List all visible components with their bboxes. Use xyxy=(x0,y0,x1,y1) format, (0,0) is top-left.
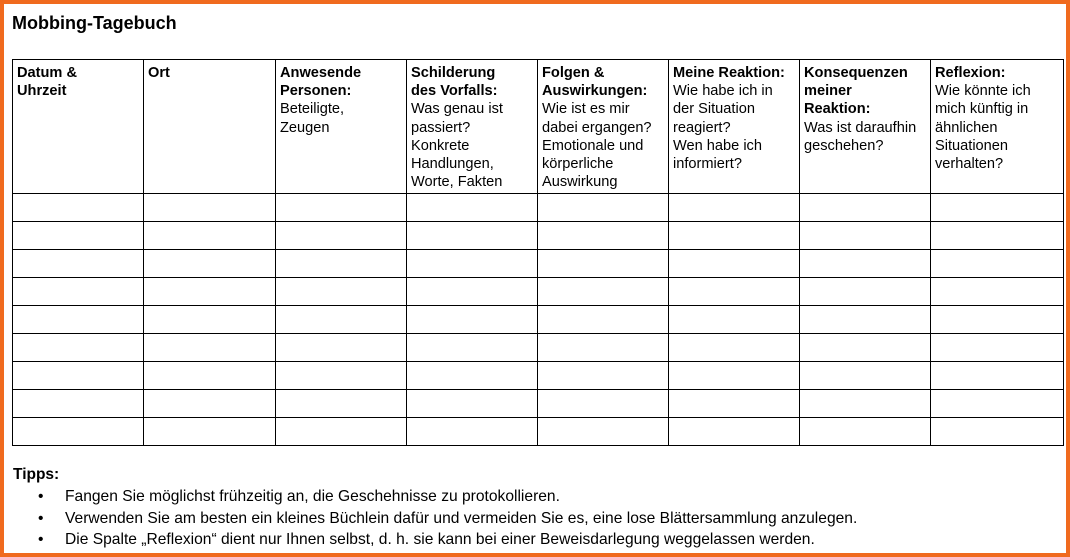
header-description-line: passiert? xyxy=(411,119,471,136)
header-description-line: reagiert? xyxy=(673,119,731,136)
header-description-line: Handlungen, xyxy=(411,156,494,173)
tip-text: Die Spalte „Reflexion“ dient nur Ihnen selbst, d. h. sie kann bei einer Beweisdarlegung weggelassen werden. xyxy=(65,531,815,548)
table-cell-schilderung[interactable] xyxy=(407,334,538,362)
table-cell-folgen[interactable] xyxy=(538,194,669,222)
column-header-ort xyxy=(144,60,276,194)
header-description-line: Wie habe ich in xyxy=(673,83,773,100)
table-cell-datum-uhrzeit[interactable] xyxy=(13,362,144,390)
table-row xyxy=(13,334,1064,362)
tip-text: Fangen Sie möglichst frühzeitig an, die Geschehnisse zu protokollieren. xyxy=(65,488,560,505)
header-description-line: Beteiligte, xyxy=(280,101,345,118)
diary-table xyxy=(12,59,1064,446)
table-cell-konsequenzen[interactable] xyxy=(800,194,931,222)
header-description-line: Wen habe ich xyxy=(673,137,762,154)
table-cell-meine-reaktion[interactable] xyxy=(669,418,800,446)
bullet-icon: • xyxy=(38,531,44,548)
table-cell-folgen[interactable] xyxy=(538,222,669,250)
header-heading-line: Personen: xyxy=(280,83,352,100)
table-cell-meine-reaktion[interactable] xyxy=(669,278,800,306)
header-heading-line: Folgen & xyxy=(542,65,605,81)
table-cell-datum-uhrzeit[interactable] xyxy=(13,194,144,222)
table-cell-schilderung[interactable] xyxy=(407,362,538,390)
table-cell-anwesende-personen[interactable] xyxy=(276,194,407,222)
header-description-line: Konkrete xyxy=(411,137,470,154)
table-row xyxy=(13,250,1064,278)
table-cell-folgen[interactable] xyxy=(538,334,669,362)
table-cell-anwesende-personen[interactable] xyxy=(276,250,407,278)
header-heading-line: Reaktion: xyxy=(804,101,871,118)
header-description-line: dabei ergangen? xyxy=(542,119,652,136)
table-cell-ort[interactable] xyxy=(144,334,276,362)
table-cell-reflexion[interactable] xyxy=(931,334,1064,362)
table-cell-datum-uhrzeit[interactable] xyxy=(13,306,144,334)
table-cell-schilderung[interactable] xyxy=(407,222,538,250)
table-cell-folgen[interactable] xyxy=(538,390,669,418)
header-heading-line: Ort xyxy=(148,65,170,81)
column-header-schilderung xyxy=(407,60,538,194)
header-cell-content xyxy=(800,60,930,155)
table-cell-anwesende-personen[interactable] xyxy=(276,306,407,334)
table-cell-datum-uhrzeit[interactable] xyxy=(13,334,144,362)
table-cell-ort[interactable] xyxy=(144,362,276,390)
table-cell-ort[interactable] xyxy=(144,250,276,278)
table-cell-datum-uhrzeit[interactable] xyxy=(13,418,144,446)
header-heading-line: Meine Reaktion: xyxy=(673,65,785,81)
header-description-line: informiert? xyxy=(673,156,742,173)
table-cell-ort[interactable] xyxy=(144,222,276,250)
table-cell-ort[interactable] xyxy=(144,418,276,446)
table-cell-meine-reaktion[interactable] xyxy=(669,222,800,250)
header-description-line: Was genau ist xyxy=(411,101,503,118)
bullet-icon: • xyxy=(38,488,44,505)
table-cell-anwesende-personen[interactable] xyxy=(276,362,407,390)
header-description-line: Zeugen xyxy=(280,119,330,136)
table-cell-meine-reaktion[interactable] xyxy=(669,362,800,390)
header-cell-content xyxy=(407,60,537,191)
table-row xyxy=(13,418,1064,446)
table-cell-konsequenzen[interactable] xyxy=(800,250,931,278)
column-header-meine-reaktion xyxy=(669,60,800,194)
table-cell-reflexion[interactable] xyxy=(931,278,1064,306)
header-description-line: Wie ist es mir xyxy=(542,101,630,118)
tips-heading: Tipps: xyxy=(13,466,60,483)
column-header-konsequenzen xyxy=(800,60,931,194)
table-cell-ort[interactable] xyxy=(144,278,276,306)
header-heading-line: Anwesende xyxy=(280,65,362,81)
table-cell-konsequenzen[interactable] xyxy=(800,222,931,250)
header-heading-line: Reflexion: xyxy=(935,65,1006,81)
table-cell-konsequenzen[interactable] xyxy=(800,362,931,390)
header-cell-content xyxy=(931,60,1063,173)
table-cell-anwesende-personen[interactable] xyxy=(276,334,407,362)
bullet-icon: • xyxy=(38,509,44,527)
header-heading-line: meiner xyxy=(804,83,852,100)
table-cell-schilderung[interactable] xyxy=(407,194,538,222)
table-cell-konsequenzen[interactable] xyxy=(800,306,931,334)
table-cell-folgen[interactable] xyxy=(538,306,669,334)
header-description-line: Wie könnte ich xyxy=(935,83,1031,100)
table-cell-datum-uhrzeit[interactable] xyxy=(13,390,144,418)
header-heading-line: des Vorfalls: xyxy=(411,83,498,100)
table-cell-reflexion[interactable] xyxy=(931,390,1064,418)
table-header-row xyxy=(13,60,1064,194)
column-header-folgen xyxy=(538,60,669,194)
table-cell-konsequenzen[interactable] xyxy=(800,334,931,362)
tips-list xyxy=(13,486,1063,551)
header-heading-line: Auswirkungen: xyxy=(542,83,648,100)
tip-text: Verwenden Sie am besten ein kleines Büchlein dafür und vermeiden Sie es, eine lose Blättersammlung anzulegen. xyxy=(65,509,858,527)
column-header-datum-uhrzeit xyxy=(13,60,144,194)
table-cell-datum-uhrzeit[interactable] xyxy=(13,278,144,306)
table-cell-schilderung[interactable] xyxy=(407,278,538,306)
header-description-line: Worte, Fakten xyxy=(411,174,503,191)
table-cell-ort[interactable] xyxy=(144,194,276,222)
table-cell-meine-reaktion[interactable] xyxy=(669,194,800,222)
table-cell-folgen[interactable] xyxy=(538,362,669,390)
header-heading-line: Schilderung xyxy=(411,65,496,81)
table-cell-meine-reaktion[interactable] xyxy=(669,334,800,362)
column-header-reflexion xyxy=(931,60,1064,194)
column-header-anwesende-personen xyxy=(276,60,407,194)
header-description-line: ähnlichen xyxy=(935,119,998,136)
table-cell-reflexion[interactable] xyxy=(931,222,1064,250)
tip-item xyxy=(13,529,1063,551)
header-cell-content xyxy=(276,60,406,137)
table-row xyxy=(13,222,1064,250)
table-body xyxy=(13,194,1064,446)
table-cell-meine-reaktion[interactable] xyxy=(669,306,800,334)
header-description-line: Emotionale und xyxy=(542,137,644,154)
document-title: Mobbing-Tagebuch xyxy=(12,13,177,33)
table-cell-datum-uhrzeit[interactable] xyxy=(13,222,144,250)
table-row xyxy=(13,194,1064,222)
table-cell-reflexion[interactable] xyxy=(931,306,1064,334)
table-cell-folgen[interactable] xyxy=(538,278,669,306)
table-row xyxy=(13,362,1064,390)
table-cell-schilderung[interactable] xyxy=(407,390,538,418)
table-cell-schilderung[interactable] xyxy=(407,306,538,334)
table-row xyxy=(13,306,1064,334)
table-cell-meine-reaktion[interactable] xyxy=(669,250,800,278)
header-description-line: verhalten? xyxy=(935,156,1004,173)
header-description-line: mich künftig in xyxy=(935,101,1029,118)
table-cell-reflexion[interactable] xyxy=(931,194,1064,222)
table-cell-anwesende-personen[interactable] xyxy=(276,418,407,446)
table-cell-anwesende-personen[interactable] xyxy=(276,278,407,306)
table-row xyxy=(13,390,1064,418)
header-cell-content xyxy=(144,60,275,82)
table-cell-schilderung[interactable] xyxy=(407,418,538,446)
tip-item xyxy=(13,508,1063,530)
header-description-line: Was ist daraufhin xyxy=(804,119,917,136)
table-cell-konsequenzen[interactable] xyxy=(800,418,931,446)
header-description-line: geschehen? xyxy=(804,137,884,154)
header-cell-content xyxy=(538,60,668,191)
header-description-line: Auswirkung xyxy=(542,174,618,191)
header-heading-line: Datum & xyxy=(17,65,77,81)
table-cell-folgen[interactable] xyxy=(538,418,669,446)
table-cell-ort[interactable] xyxy=(144,390,276,418)
table-row xyxy=(13,278,1064,306)
table-cell-konsequenzen[interactable] xyxy=(800,278,931,306)
table-cell-anwesende-personen[interactable] xyxy=(276,390,407,418)
table-cell-schilderung[interactable] xyxy=(407,250,538,278)
header-description-line: der Situation xyxy=(673,101,755,118)
table-cell-datum-uhrzeit[interactable] xyxy=(13,250,144,278)
table-cell-konsequenzen[interactable] xyxy=(800,390,931,418)
table-cell-ort[interactable] xyxy=(144,306,276,334)
header-cell-content xyxy=(13,60,143,100)
header-heading-line: Konsequenzen xyxy=(804,65,908,81)
table-cell-meine-reaktion[interactable] xyxy=(669,390,800,418)
table-cell-anwesende-personen[interactable] xyxy=(276,222,407,250)
table-cell-reflexion[interactable] xyxy=(931,250,1064,278)
table-cell-folgen[interactable] xyxy=(538,250,669,278)
table-cell-reflexion[interactable] xyxy=(931,362,1064,390)
tip-item xyxy=(13,486,1063,508)
header-description-line: körperliche xyxy=(542,156,614,173)
header-description-line: Situationen xyxy=(935,137,1009,154)
header-cell-content xyxy=(669,60,799,173)
tips-section xyxy=(13,465,1063,551)
table-cell-reflexion[interactable] xyxy=(931,418,1064,446)
header-heading-line: Uhrzeit xyxy=(17,83,67,100)
